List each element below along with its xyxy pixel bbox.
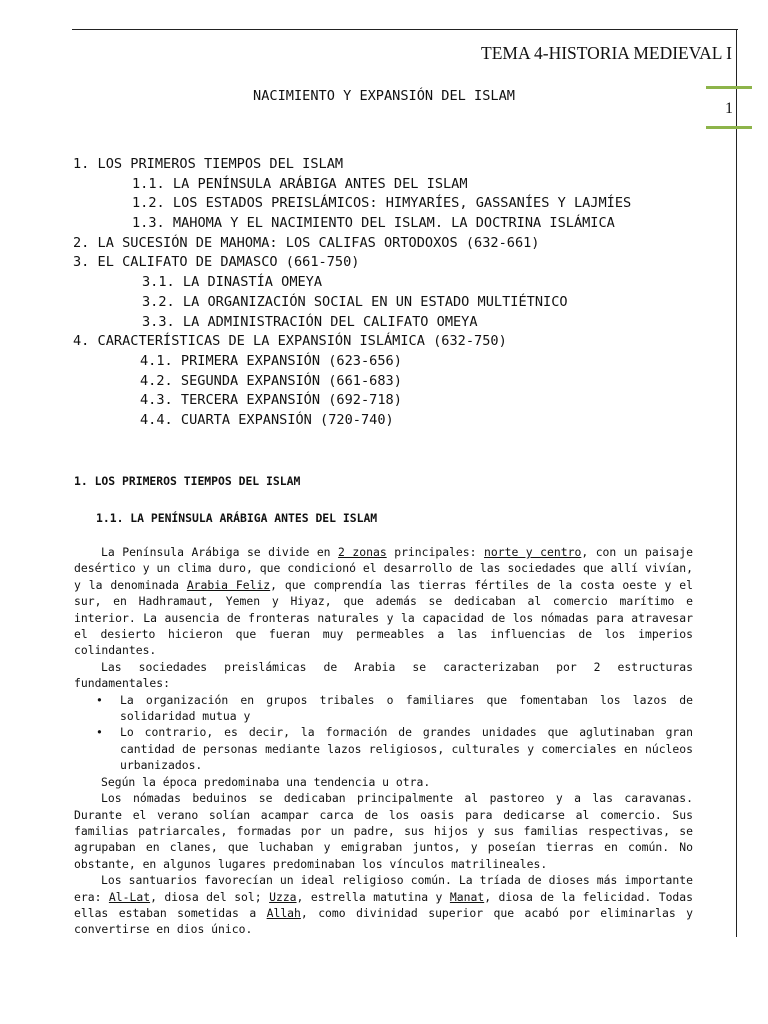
toc-item: 4.4. CUARTA EXPANSIÓN (720-740) <box>140 411 394 428</box>
toc-item: 4.3. TERCERA EXPANSIÓN (692-718) <box>140 392 402 409</box>
toc-item: 1.2. LOS ESTADOS PREISLÁMICOS: HIMYARÍES, GASSANÍES Y LAJMÍES <box>132 195 632 212</box>
toc-item: 4.2. SEGUNDA EXPANSIÓN (661-683) <box>140 372 402 389</box>
toc-item: 3.3. LA ADMINISTRACIÓN DEL CALIFATO OMEYA <box>142 313 478 330</box>
underlined-term: 2 zonas <box>338 545 387 559</box>
text: Los santuarios favorecían un ideal religioso común. La tríada de dioses más importante era: <box>74 873 693 904</box>
paragraph-5 <box>74 872 693 938</box>
section-1-heading: 1. LOS PRIMEROS TIEMPOS DEL ISLAM <box>74 474 301 488</box>
bullet-item: • Lo contrario, es decir, la formación de grandes unidades que aglutinaban gran cantidad de personas mediante lazos religiosos, culturales y comerciales en núcleos urbanizados. <box>74 724 693 773</box>
toc-item: 4. CARACTERÍSTICAS DE LA EXPANSIÓN ISLÁMICA (632-750) <box>73 333 507 350</box>
body-text <box>74 544 693 938</box>
header-rule <box>72 29 738 30</box>
text: , diosa del sol; <box>150 889 270 904</box>
toc-item: 1.3. MAHOMA Y EL NACIMIENTO DEL ISLAM. LA DOCTRINA ISLÁMICA <box>132 215 615 232</box>
text: , diosa de la felicidad. Todas ellas estaban sometidas a <box>74 889 693 920</box>
text: La Península Arábiga se divide en <box>101 545 339 559</box>
text: , que comprendía las tierras fértiles de la costa oeste y el sur, en Hadhramaut, Yemen y Hiyaz, que además se dedicaban al comercio marítimo e interior. La ausencia de fronteras naturales y la capacidad de los nómadas para atravesar el desierto hicieron que fueran muy permeables a las influencias de los imperios colindantes. <box>74 577 693 658</box>
text: principales: <box>386 545 485 559</box>
text: , con un paisaje desértico y un clima duro, que condicionó el desarrollo de las sociedades que allí vivían, y la denominada <box>74 545 693 592</box>
underlined-term: Manat <box>449 889 485 904</box>
underlined-term: Uzza <box>269 889 297 904</box>
bullet-item: • La organización en grupos tribales o familiares que fomentaban los lazos de solidaridad mutua y <box>74 692 693 725</box>
text: , como divinidad superior que acabó por eliminarlas y convertirse en dios único. <box>74 905 693 937</box>
page-number-bottom-accent <box>706 126 752 129</box>
toc-item: 3. EL CALIFATO DE DAMASCO (661-750) <box>73 254 360 271</box>
document-title-text: NACIMIENTO Y EXPANSIÓN DEL ISLAM <box>253 88 515 104</box>
right-margin-rule <box>736 29 737 937</box>
document-title <box>0 88 768 104</box>
section-1-1-heading: 1.1. LA PENÍNSULA ARÁBIGA ANTES DEL ISLAM <box>96 511 378 525</box>
table-of-contents <box>73 155 713 431</box>
paragraph-2: Las sociedades preislámicas de Arabia se caracterizaban por 2 estructuras fundamentales: <box>74 659 693 691</box>
text: , estrella matutina y <box>296 889 450 904</box>
page-number: 1 <box>725 100 733 117</box>
underlined-term: Al-Lat <box>108 889 151 904</box>
underlined-term: norte y centro <box>484 545 582 559</box>
paragraph-3: Según la época predominaba una tendencia u otra. <box>101 774 431 789</box>
toc-item: 1. LOS PRIMEROS TIEMPOS DEL ISLAM <box>73 156 344 172</box>
header-title: TEMA 4-HISTORIA MEDIEVAL I <box>481 43 732 63</box>
toc-item: 3.2. LA ORGANIZACIÓN SOCIAL EN UN ESTADO MULTIÉTNICO <box>142 293 568 310</box>
toc-item: 3.1. LA DINASTÍA OMEYA <box>142 274 323 291</box>
underlined-term: Allah <box>266 905 301 920</box>
toc-item: 2. LA SUCESIÓN DE MAHOMA: LOS CALIFAS ORTODOXOS (632-661) <box>73 234 540 251</box>
paragraph-4: Los nómadas beduinos se dedicaban principalmente al pastoreo y a las caravanas. Durante el verano solían acampar carca de los oasis para dedicarse al comercio. Sus familias patriarcales, formadas por un padre, sus hijos y sus familias respectivas, se agrupaban en clanes, que luchaban y emigraban juntos, y poseían tierras en común. No obstante, en algunos lugares predominaban los vínculos matrilineales. <box>74 791 693 871</box>
paragraph-1 <box>74 544 693 659</box>
bullet-list <box>74 692 693 774</box>
underlined-term: Arabia Feliz <box>186 577 271 592</box>
toc-item: 1.1. LA PENÍNSULA ARÁBIGA ANTES DEL ISLAM <box>132 175 468 192</box>
toc-item: 4.1. PRIMERA EXPANSIÓN (623-656) <box>140 352 402 369</box>
